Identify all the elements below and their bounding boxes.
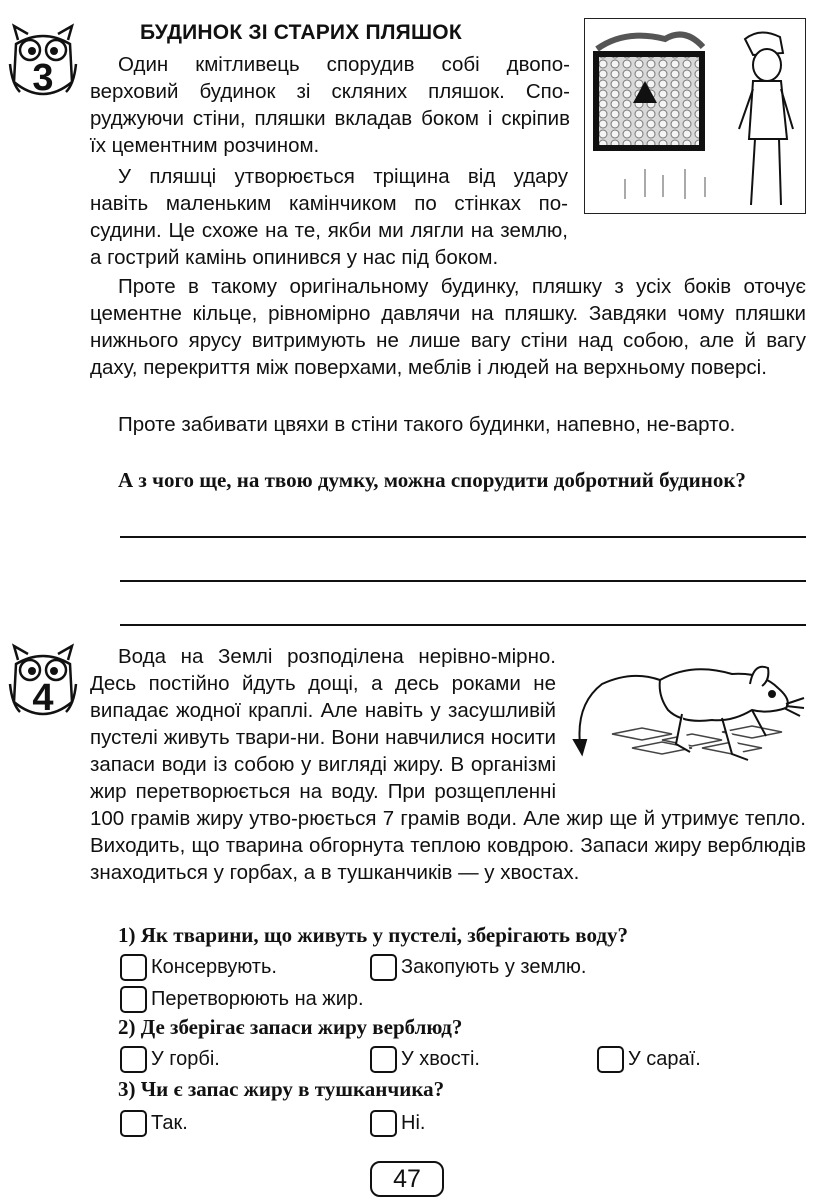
option-label: Так. [151, 1112, 188, 1134]
answer-line-1[interactable] [120, 536, 806, 538]
task-3-paragraph-1: Один кмітливець спорудив собі двопо-верховий будинок зі скляних пляшок. Спо-руджуючи стіни, пляшки вкладав боком і скріпив їх цементним розчином. [90, 53, 570, 157]
task-4-question-3: 3) Чи є запас жиру в тушканчика? [118, 1077, 445, 1101]
task-3-paragraph-4: Проте забивати цвяхи в стіни такого будинки, напевно, не-варто. [118, 413, 736, 436]
option-tail[interactable] [370, 1046, 480, 1073]
task-3-number: 3 [32, 57, 54, 99]
checkbox[interactable] [120, 954, 147, 981]
checkbox[interactable] [370, 1046, 397, 1073]
task-3-paragraph-3: Проте в такому оригінальному будинку, пляшку з усіх боків оточує цементне кільце, рівномірно давлячи на пляшку. Завдяки чому пляшки нижнього ярусу витримують не лише вагу стіни над собою, але й вагу даху, перекриття між поверхами, меблів і людей на верхньому поверсі. [90, 275, 806, 379]
checkbox[interactable] [370, 954, 397, 981]
task-4-question-1: 1) Як тварини, що живуть у пустелі, зберігають воду? [118, 923, 628, 947]
answer-line-3[interactable] [120, 624, 806, 626]
task-4-paragraph-1: Вода на Землі розподілена нерівно-мірно. Десь постійно йдуть дощі, а десь роками не випадає жодної краплі. Але навіть у засушливій пустелі живуть твари-ни. Вони навчилися носити запаси води із собою у вигляді жиру. В організмі жир перетворюється на воду. При розщепленні 100 грамів жиру утво-рюється 7 грамів води. Але жир ще й утримує тепло. Виходить, що тварина обгорнута теплою ковдрою. Запаси жиру верблюдів знаходиться у горбах, а в тушканчиків — у хвостах. [90, 645, 806, 884]
option-label: Закопують у землю. [401, 956, 587, 978]
task-3-question: А з чого ще, на твою думку, можна спорудити добротний будинок? [118, 468, 746, 492]
task-3-paragraph-2: У пляшці утворюється тріщина від удару навіть маленьким камінчиком по стінках по-судини. Це схоже на те, якби ми лягли на землю, а гострий камінь опинився у нас під боком. [90, 165, 568, 269]
option-barn[interactable] [597, 1046, 701, 1073]
owl-badge-task-4 [8, 642, 78, 722]
option-bury[interactable] [370, 954, 586, 981]
option-no[interactable] [370, 1110, 425, 1137]
option-yes[interactable] [120, 1110, 188, 1137]
task-4-number: 4 [32, 677, 54, 719]
option-preserve[interactable] [120, 954, 277, 981]
task-4-question-2: 2) Де зберігає запаси жиру верблюд? [118, 1015, 463, 1039]
option-label: Перетворюють на жир. [151, 988, 364, 1010]
answer-line-2[interactable] [120, 580, 806, 582]
task-3-title: БУДИНОК ЗІ СТАРИХ ПЛЯШОК [140, 21, 462, 44]
bottle-house-illustration [584, 18, 806, 214]
option-convert-to-fat[interactable] [120, 986, 364, 1013]
page-number: 47 [370, 1161, 444, 1197]
option-label: У сараї. [628, 1048, 701, 1070]
checkbox[interactable] [120, 1046, 147, 1073]
option-label: Консервують. [151, 956, 277, 978]
checkbox[interactable] [597, 1046, 624, 1073]
option-label: У хвості. [401, 1048, 480, 1070]
option-hump[interactable] [120, 1046, 220, 1073]
option-label: Ні. [401, 1112, 426, 1134]
checkbox[interactable] [370, 1110, 397, 1137]
checkbox[interactable] [120, 986, 147, 1013]
option-label: У горбі. [151, 1048, 220, 1070]
owl-badge-task-3 [8, 22, 78, 102]
checkbox[interactable] [120, 1110, 147, 1137]
